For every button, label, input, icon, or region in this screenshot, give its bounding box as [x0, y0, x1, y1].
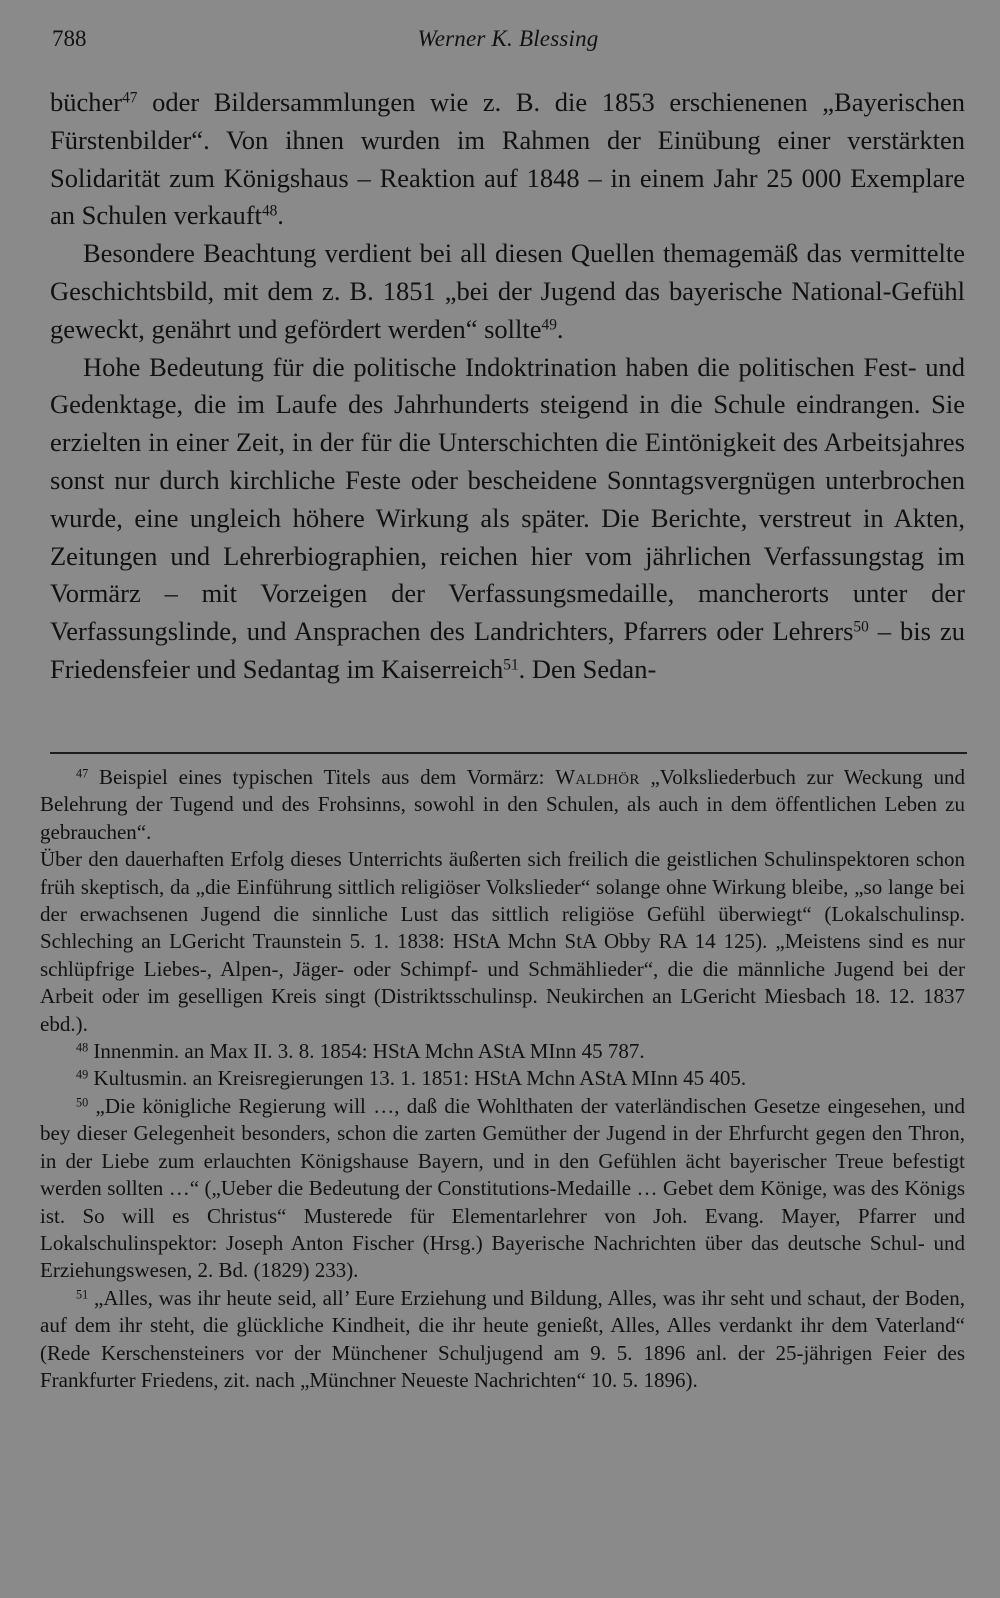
text-run: .: [556, 313, 564, 344]
note-marker: 50: [853, 618, 869, 636]
footnotes: [40, 764, 965, 1394]
note-marker: 48: [261, 202, 278, 220]
text-run: „Volksliederbuch zur Weckung und Belehrung der Tugend und des Frohsinns, sowohl in den Schulen, als auch in dem öffentlichen Leben zu gebrauchen“.: [40, 765, 965, 844]
text-run: Hohe Bedeutung für die politische Indoktrination haben die politischen Fest- und Gedenktage, die im Laufe des Jahrhunderts steigend in die Schule eindrangen. Sie erzielten in einer Zeit, in der für die Unterschichten die Eintönigkeit des Arbeitsjahres sonst nur durch kirchliche Feste oder bescheidene Sonntagsvergnügen unterbrochen wurde, eine ungleich höhere Wirkung als später. Die Berichte, verstreut in Akten, Zeitungen und Lehrerbiographien, reichen hier vom jährlichen Verfassungstag im Vormärz – mit Vorzeigen der Verfassungsmedaille, mancherorts unter der Verfassungslinde, und Ansprachen des Landrichters, Pfarrers oder Lehrers: [50, 351, 965, 647]
text-run: .: [277, 200, 284, 231]
footnote: [40, 1093, 965, 1285]
note-marker: 49: [541, 316, 557, 334]
note-marker: 51: [76, 1287, 89, 1302]
note-marker: 47: [76, 766, 89, 781]
body-text: [50, 84, 965, 689]
note-marker: 47: [122, 89, 138, 107]
text-run: Beispiel eines typischen Titels aus dem Vormärz:: [88, 765, 556, 789]
note-marker: 50: [76, 1095, 89, 1110]
text-run: Besondere Beachtung verdient bei all diesen Quellen themagemäß das vermittelte Geschichtsbild, mit dem z. B. 1851 „bei der Jugend das bayerische National-Gefühl geweckt, genährt und gefördert werden“ sollte: [50, 238, 965, 344]
paragraph: [50, 349, 965, 689]
text-run: „Alles, was ihr heute seid, all’ Eure Erziehung und Bildung, Alles, was ihr seht und schaut, der Boden, auf dem ihr steht, die glückliche Kindheit, die ihr heute genießt, Alles, Alles verdankt ihr dem Vaterland“ (Rede Kerschensteiners vor der Münchener Schuljugend am 9. 5. 1896 anl. der 25-jährigen Feier des Frankfurter Friedens, zit. nach „Münchner Neueste Nachrichten“ 10. 5. 1896).: [40, 1285, 965, 1392]
footnote-continuation: [40, 846, 965, 1038]
text-run: „Die königliche Regierung will …, daß die Wohlthaten der vaterländischen Gesetze eingesehen, und bey dieser Gelegenheit besonders, schon die zarten Gemüther der Jugend in der Ehrfurcht gegen den Thron, in der Liebe zum erlauchten Königshause Bayern, und in den Gefühlen ächt bayerischer Treue befestigt werden sollten …“ („Ueber die Bedeutung der Constitutions-Medaille … Gebet dem Könige, was des Königs ist. So will es Christus“ Musterede für Elementarlehrer von Joh. Evang. Mayer, Pfarrer und Lokalschulinspektor: Joseph Anton Fischer (Hrsg.) Bayerische Nachrichten über das deutsche Schul- und Erziehungswesen, 2. Bd. (1829) 233).: [40, 1093, 965, 1283]
paragraph: [50, 84, 965, 235]
running-head: Werner K. Blessing: [417, 26, 599, 51]
text-run: Innenmin. an Max II. 3. 8. 1854: HStA Mchn AStA MInn 45 787.: [88, 1039, 645, 1064]
footnote-separator: [50, 752, 967, 754]
footnote: [40, 1285, 965, 1395]
text-run: Kultusmin. an Kreisregierungen 13. 1. 1851: HStA Mchn AStA MInn 45 405.: [88, 1066, 747, 1091]
paragraph: [50, 235, 965, 348]
text-run: Über den dauerhaften Erfolg dieses Unterrichts äußerten sich freilich die geistlichen Schulinspektoren schon früh skeptisch, da „die Einführung sittlich religiöser Volkslieder“ solange ohne Wirkung bleibe, „so lange bei der erwachsenen Jugend die sinnliche Lust das sittlich religiöse Gefühl überwiegt“ (Lokalschulinsp. Schleching an LGericht Traunstein 5. 1. 1838: HStA Mchn StA Obby RA 14 125). „Meistens sind es nur schlüpfrige Liebes-, Alpen-, Jäger- oder Schimpf- und Schmählieder“, die die männliche Jugend bei der Arbeit oder im geselligen Kreis singt (Distriktsschulinsp. Neukirchen an LGericht Miesbach 18. 12. 1837 ebd.).: [40, 847, 965, 1036]
footnote: [40, 1038, 965, 1065]
text-run: . Den Sedan-: [518, 653, 657, 684]
author-name: Waldhör: [555, 765, 640, 789]
footnote: [40, 764, 965, 846]
note-marker: 51: [503, 656, 519, 674]
text-run: – bis zu Friedensfeier und Sedantag im Kaiserreich: [50, 616, 965, 684]
note-marker: 48: [76, 1040, 89, 1055]
note-marker: 49: [76, 1067, 89, 1082]
text-run: oder Bildersammlungen wie z. B. die 1853 erschienenen „Bayerischen Fürstenbilder“. Von ihnen wurden im Rahmen der Einübung einer verstärkten Solidarität zum Königshaus – Reaktion auf 1848 – in einem Jahr 25 000 Exemplare an Schulen verkauft: [50, 87, 965, 231]
page-header: [52, 24, 964, 60]
page-number: 788: [52, 26, 87, 51]
text-run: bücher: [50, 87, 123, 117]
footnote: [40, 1065, 965, 1092]
